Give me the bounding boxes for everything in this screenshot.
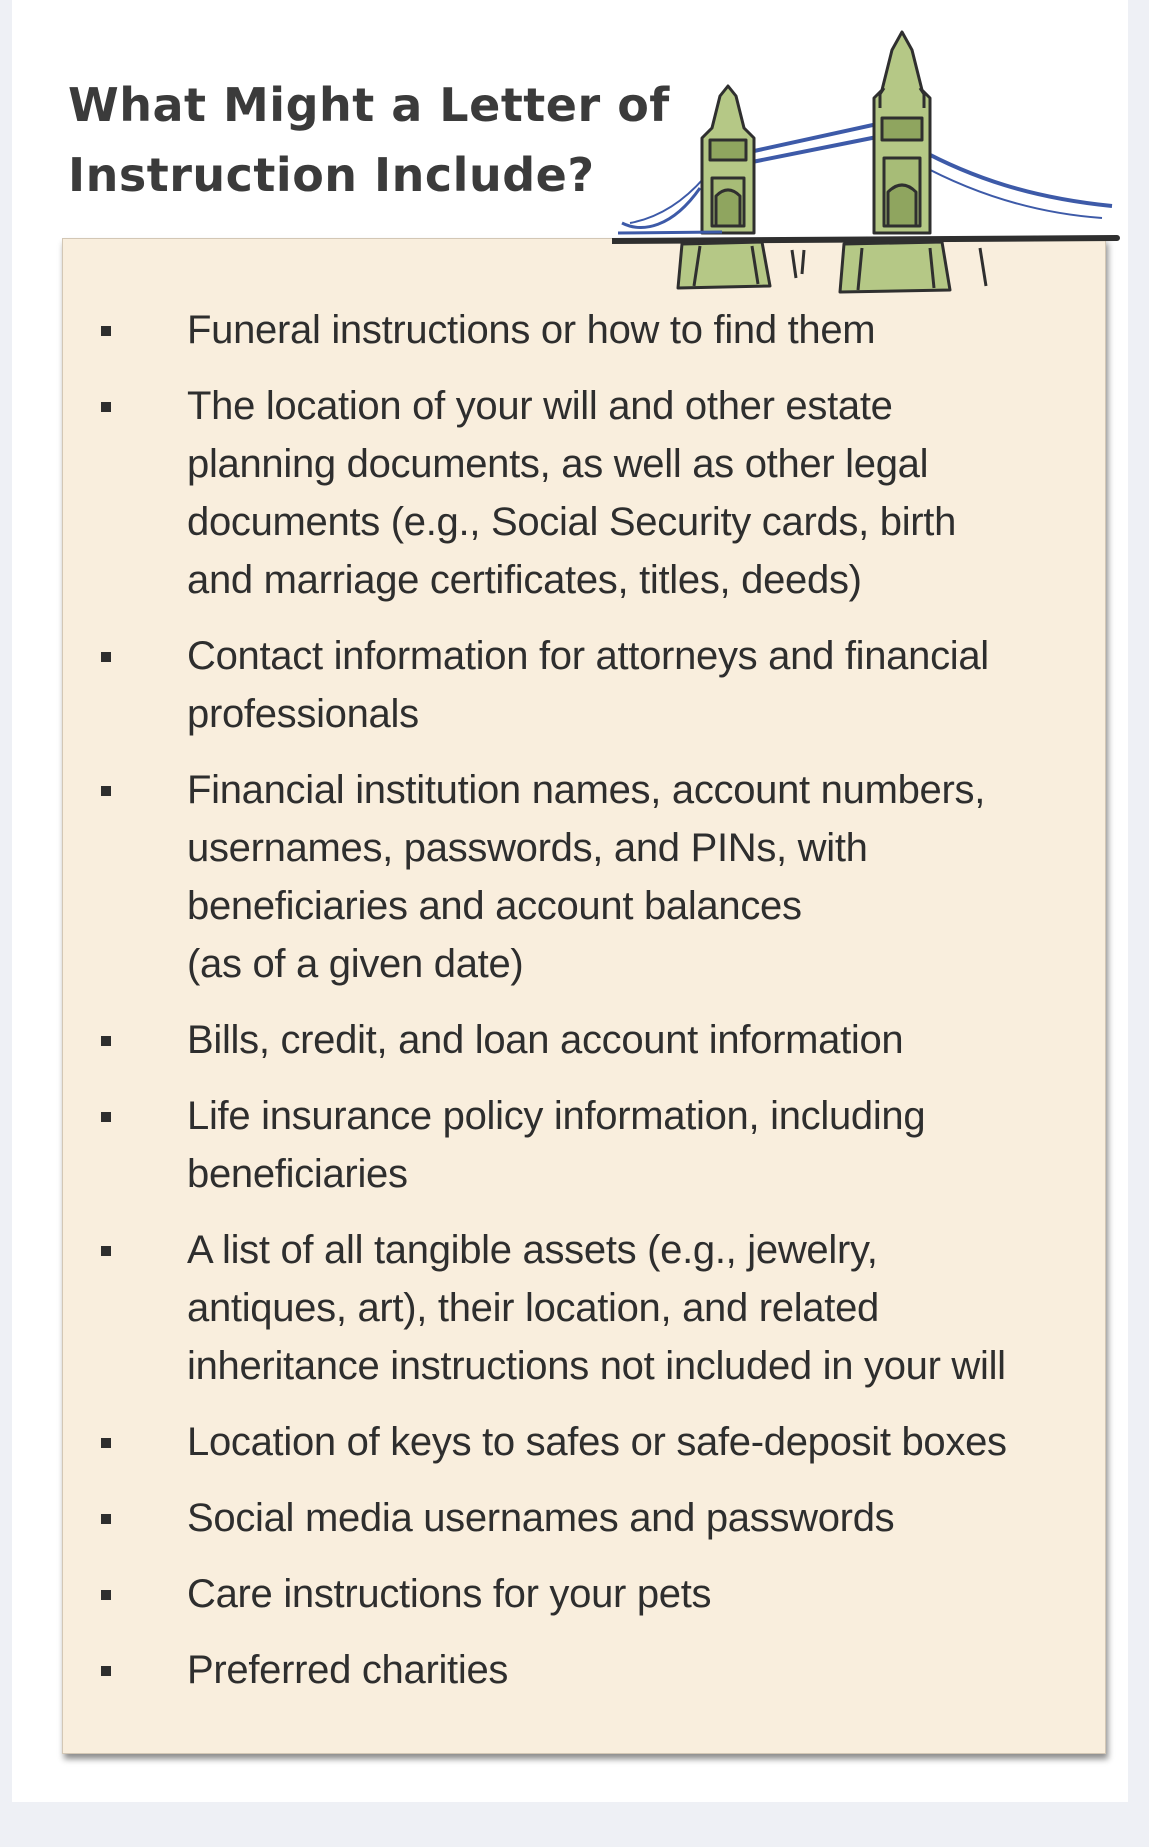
bullet-icon xyxy=(101,786,111,796)
list-item-text: Social media usernames and passwords xyxy=(187,1496,895,1540)
bullet-icon xyxy=(101,402,111,412)
bullet-icon xyxy=(101,652,111,662)
list-item-text: Preferred charities xyxy=(187,1648,509,1692)
list-item-text: A list of all tangible assets (e.g., jewelry, antiques, art), their location, and related inheritance instructions not included in your will xyxy=(187,1228,1006,1388)
list-item xyxy=(63,627,1105,743)
list-item-text: Contact information for attorneys and financial professionals xyxy=(187,634,989,736)
list-item-text: Care instructions for your pets xyxy=(187,1572,712,1616)
list-item-text: The location of your will and other estate planning documents, as well as other legal documents (e.g., Social Security cards, birth and marriage certificates, titles, deeds) xyxy=(187,384,957,602)
list-item xyxy=(63,1011,1105,1069)
list-item xyxy=(63,1087,1105,1203)
bullet-icon xyxy=(101,1112,111,1122)
tower-bridge-illustration xyxy=(612,28,1122,303)
bullet-icon xyxy=(101,326,111,336)
bullet-icon xyxy=(101,1590,111,1600)
bullet-icon xyxy=(101,1246,111,1256)
list-item xyxy=(63,1489,1105,1547)
list-item xyxy=(63,761,1105,993)
page-title: What Might a Letter of Instruction Include? xyxy=(68,78,670,202)
list-item-text: Location of keys to safes or safe-deposit boxes xyxy=(187,1420,1007,1464)
list-item-text: Bills, credit, and loan account information xyxy=(187,1018,904,1062)
bullet-icon xyxy=(101,1438,111,1448)
list-item-text: Life insurance policy information, including beneficiaries xyxy=(187,1094,926,1196)
list-item xyxy=(63,377,1105,609)
list-item xyxy=(63,1221,1105,1395)
list-item xyxy=(63,1565,1105,1623)
bullet-icon xyxy=(101,1666,111,1676)
instruction-list xyxy=(63,301,1105,1717)
list-item xyxy=(63,301,1105,359)
instruction-card xyxy=(62,238,1106,1754)
list-item xyxy=(63,1413,1105,1471)
list-item-text: Financial institution names, account numbers, usernames, passwords, and PINs, with beneficiaries and account balances (as of a given date) xyxy=(187,768,986,986)
bullet-icon xyxy=(101,1036,111,1046)
list-item-text: Funeral instructions or how to find them xyxy=(187,308,876,352)
bullet-icon xyxy=(101,1514,111,1524)
list-item xyxy=(63,1641,1105,1699)
page-panel xyxy=(12,0,1128,1802)
